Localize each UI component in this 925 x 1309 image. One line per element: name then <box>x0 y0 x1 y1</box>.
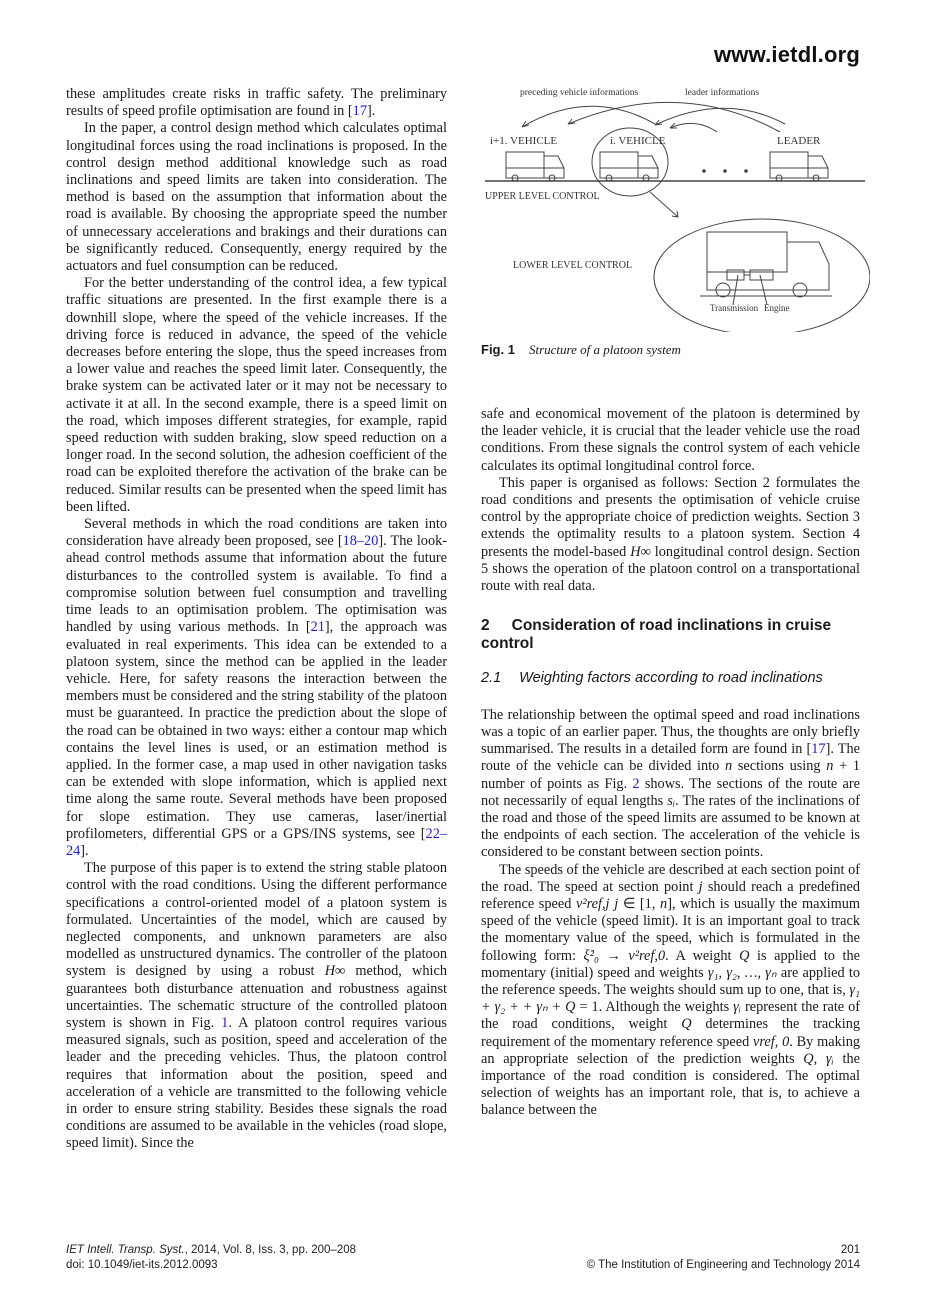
journal-name: IET Intell. Transp. Syst. <box>66 1244 185 1256</box>
footer-right <box>587 1243 860 1273</box>
paragraph: safe and economical movement of the platoon is determined by the leader vehicle, it is crucial that the leader vehicle use the road conditions. From these signals the control system of each vehicle calculates its optimal longitudinal control force. <box>481 406 860 474</box>
reference-link[interactable]: 17 <box>352 103 367 120</box>
left-column <box>66 86 447 1153</box>
right-top-paragraphs <box>481 406 860 595</box>
truck-icon <box>770 152 828 181</box>
math-symbol: γ₁, γ₂, …, γₙ <box>707 964 777 981</box>
math-symbol: j <box>614 895 619 912</box>
math-symbol: Q, γᵢ <box>803 1050 834 1067</box>
math-symbol: v²ref,j <box>576 895 610 912</box>
label-next-vehicle: i+1. VEHICLE <box>490 135 558 147</box>
figure-1-diagram <box>480 82 870 332</box>
large-truck-icon <box>700 232 832 297</box>
footer-citation <box>66 1243 356 1273</box>
math-symbol: Q <box>681 1016 692 1033</box>
right-column <box>481 406 860 1120</box>
math-symbol: vref, 0 <box>753 1033 790 1050</box>
math-symbol: sᵢ <box>667 792 676 809</box>
math-symbol: γᵢ <box>733 999 742 1016</box>
math-symbol: H∞ <box>630 543 651 560</box>
figure-label: Fig. 1 <box>481 342 515 357</box>
math-symbol: γ₁ + γ₂ + + γₙ + Q <box>481 981 860 1016</box>
label-transmission: Transmission <box>710 303 759 313</box>
reference-link[interactable]: 2 <box>632 775 640 792</box>
reference-link[interactable]: 18–20 <box>342 533 379 550</box>
reference-link[interactable]: 1 <box>221 1014 229 1031</box>
math-symbol: n <box>724 758 733 775</box>
label-this-vehicle: i. VEHICLE <box>610 135 666 147</box>
figure-caption <box>481 342 681 358</box>
copyright: © The Institution of Engineering and Technology 2014 <box>586 1259 860 1271</box>
site-url[interactable]: www.ietdl.org <box>713 42 860 67</box>
math-symbol: n <box>826 758 834 775</box>
figure-caption-text: Structure of a platoon system <box>528 342 681 357</box>
truck-icon <box>506 152 564 181</box>
paragraph: Several methods in which the road conditions are taken into consideration have already been proposed, see [18–20]. The look-ahead control methods assume that information about the future disturbances to the controlled system is available. To find a compromise solution between fuel consumption and travelling time leads to an optimisation problem. The optimisation was handled by using various methods. In [21], the approach was evaluated in real experiments. This idea can be extended to a platoon system, since the method can be applied in the leader vehicle. Here, for safety reasons the interaction between the members must be considered and the string stability of the platoon must be guaranteed. In practice the prediction about the slope of the road can be obtained in two ways: either a contour map which contains the level lines is used, or an estimation method is applied. In the former case, a map used in other navigation tasks can be extended with slope information, which is applied next time along the same route. Several methods have been proposed for slope estimation. They use cameras, laser/inertial profilometers, differential GPS or a GPS/INS systems, see [22–24]. <box>66 516 447 859</box>
page-number: 201 <box>840 1244 860 1256</box>
label-leader: LEADER <box>777 135 821 147</box>
paragraph: The relationship between the optimal speed and road inclinations was a topic of an earlier paper. Thus, the thoughts are only briefly summarised. The results in a detailed form are found in [17]. The route of the vehicle can be divided into n sections using n + 1 number of points as Fig. 2 shows. The sections of the route are not necessarily of equal lengths sᵢ. The rates of the inclinations of the road and those of the speed limits are assumed to be known at the endpoints of each section. The acceleration of the vehicle is considered to be constant between section points. <box>481 706 860 861</box>
math-symbol: j <box>698 878 703 895</box>
math-symbol: ξ̇²₀ → v²ref,0 <box>583 947 666 964</box>
section-2-1-body <box>481 707 860 1120</box>
doi[interactable]: doi: 10.1049/iet-its.2012.0093 <box>66 1259 218 1271</box>
label-engine: Engine <box>764 303 790 313</box>
reference-link[interactable]: 21 <box>310 619 325 636</box>
reference-link[interactable]: 17 <box>811 741 826 758</box>
paragraph: In the paper, a control design method which calculates optimal longitudinal forces using the road inclinations is proposed. In the control design method additional knowledge such as road inclinations and speed limits are taken into consideration. The method is based on the assumption that information about the road is available. By choosing the appropriate speed the number of unnecessary accelerations and brakings and their durations can be significantly reduced. Consequently, energy required by the actuators and fuel consumption can be reduced. <box>66 120 447 275</box>
reference-link[interactable]: 22–24 <box>66 825 447 859</box>
math-symbol: n <box>660 895 668 912</box>
paragraph: The purpose of this paper is to extend the string stable platoon control with the road conditions. Using the different performance specifications a control-oriented model of a platoon system is formulated. Uncertainties of the model, which are caused by neglected components, and unknown parameters are also modelled as unstructured dynamics. The controller of the platoon system is designed by using a robust H∞ method, which guarantees both disturbance attenuation and robustness against uncertainties. The schematic structure of the controlled platoon system is shown in Fig. 1. A platoon control requires various measured signals, such as position, speed and acceleration of the leader and the preceding vehicles. Thus, the platoon control requires that information about the position, speed and acceleration of a vehicle are transmitted to the following vehicle in order to ensure string stability. Besides these signals the road conditions are assumed to be available in the vehicles (road slope, speed limit). Since the <box>66 860 447 1152</box>
truck-icon <box>600 152 658 181</box>
section-2-heading: 2 Consideration of road inclinations in cruise control <box>481 617 832 653</box>
paragraph: these amplitudes create risks in traffic safety. The preliminary results of speed profile optimisation are found in [17]. <box>66 86 447 120</box>
label-leader-info: leader informations <box>685 88 760 98</box>
paragraph: The speeds of the vehicle are described at each section point of the road. The speed at section point j should reach a predefined reference speed v²ref,j j ∈ [1, n], which is usually the maximum speed of the vehicle (speed limit). It is an important goal to track the momentary value of the speed, which is formulated in the following form: ξ̇²₀ → v²ref,0. A weight Q is applied to the momentary (initial) speed and weights γ₁, γ₂, …, γₙ are applied to the reference speeds. The weights should sum up to one, that is, γ₁ + γ₂ + + γₙ + Q = 1. Although the weights γᵢ represent the rate of the road conditions, weight Q determines the tracking requirement of the momentary reference speed vref, 0. By making an appropriate selection of the prediction weights Q, γᵢ the importance of the road condition is considered. The optimal selection of weights has an important role, that is, to achieve a balance between the <box>481 861 861 1119</box>
math-symbol: Q <box>739 947 750 964</box>
paragraph: This paper is organised as follows: Section 2 formulates the road conditions and presents the optimisation of vehicle cruise control by the appropriate choice of prediction weights. Section 3 extends the optimality results to a platoon system. Section 4 presents the model-based H∞ longitudinal control design. Section 5 shows the operation of the platoon control on a transportational route with real data. <box>481 474 860 595</box>
label-upper-control: UPPER LEVEL CONTROL <box>485 191 600 202</box>
citation: , 2014, Vol. 8, Iss. 3, pp. 200–208 <box>184 1244 357 1256</box>
paragraph: For the better understanding of the control idea, a few typical traffic situations are presented. In the first example there is a downhill slope, where the speed of the vehicle increases. If the driving force is reduced in advance, the speed of the vehicle decreases before entering the slope, thus the speed increases from a lower value and reaches the speed limit later. Consequently, the brake system can be activated later or it may not be necessary to activate it at all. In the second example, there is a speed limit on the road, which imposes different strategies, for example, rapid speed reduction with sudden braking, slow speed reduction on a longer road. In the second solution, the adhesion coefficient of the road can be exploited therefore the activation of the brake can be reduced. Similar results can be presented when the speed limit has been lifted. <box>66 275 447 515</box>
label-lower-control: LOWER LEVEL CONTROL <box>513 260 633 271</box>
section-2-1-heading: 2.1 Weighting factors according to road inclinations <box>481 670 823 687</box>
math-symbol: H∞ <box>324 963 346 980</box>
label-preceding: preceding vehicle informations <box>520 88 639 98</box>
